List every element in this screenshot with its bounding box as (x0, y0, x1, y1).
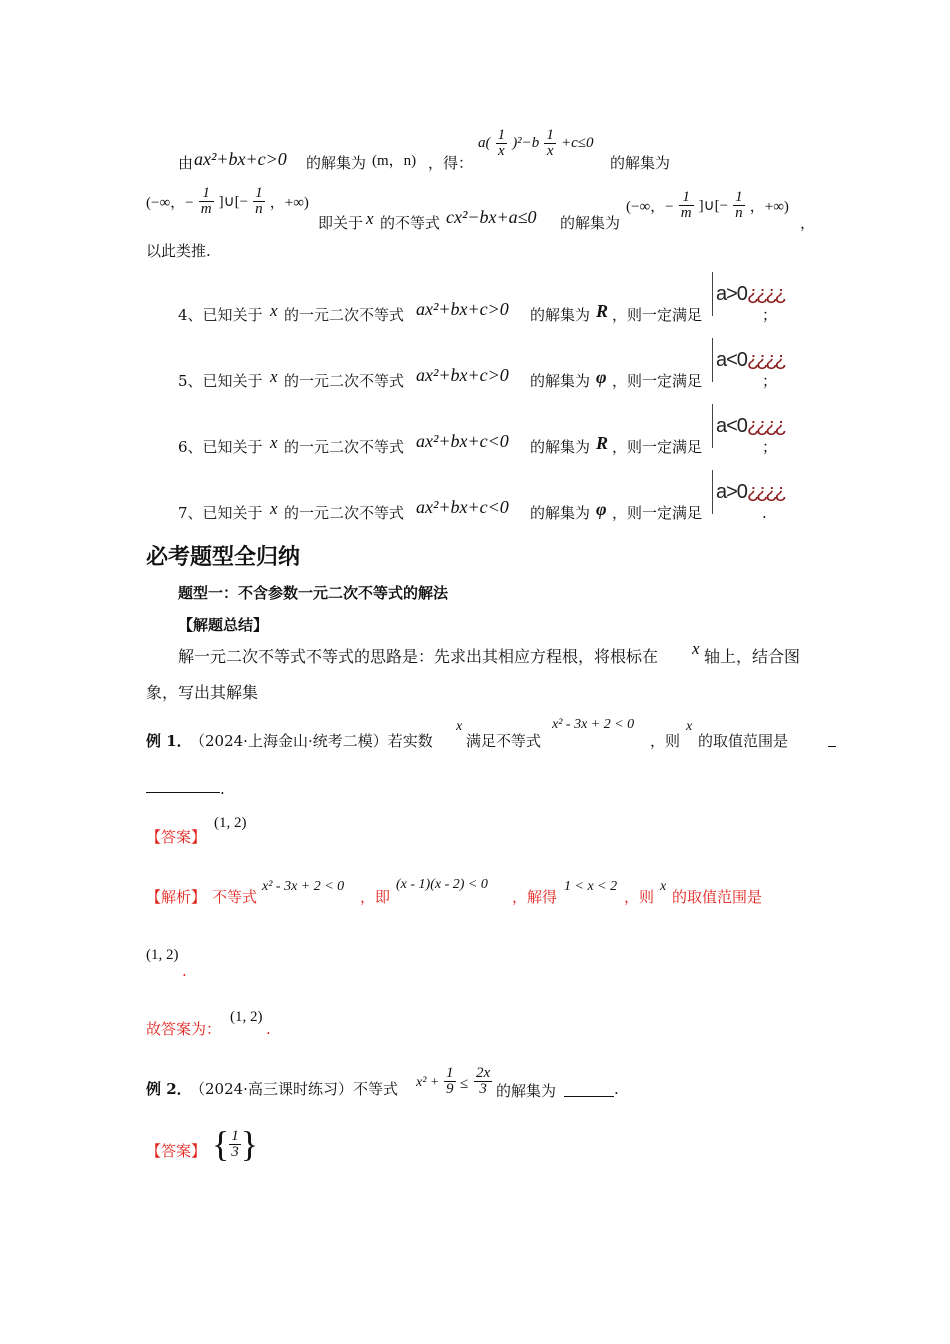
answer-label-2: 【答案】 (146, 1142, 207, 1160)
rule-end: ； (762, 306, 778, 324)
rule-end: . (762, 504, 767, 522)
expr-part-c: +c≤0 (561, 135, 594, 151)
condition-artifacts: ¿¿¿¿ (746, 481, 784, 503)
rule-tail: ，则一定满足 (612, 372, 703, 390)
rule-variable: x (270, 433, 278, 452)
condition-glyph (712, 470, 784, 514)
rule-text: 的一元二次不等式 (284, 306, 405, 324)
intro-interval-2: (−∞，− $\frac{1}{m}$ ]∪[− $\frac{1}{n}$ ，+∞) (626, 189, 789, 221)
intro-suffix: 的解集为 (610, 154, 671, 172)
expr-part-a: a( (478, 135, 491, 151)
example-1-label: 例 1． (146, 732, 192, 750)
intro-interval-1: (−∞，− $\frac{1}{m}$ ]∪[− $\frac{1}{n}$ ，+∞) (146, 185, 309, 217)
rule-solution-set: φ (596, 499, 607, 519)
rule-inequality: ax²+bx+c>0 (416, 365, 509, 385)
fraction-1-over-n: $\frac{1}{n}$ (255, 185, 263, 217)
summary-label: 【解题总结】 (178, 616, 269, 634)
condition-glyph (712, 272, 784, 316)
analysis-label: 【解析】 (146, 888, 207, 906)
answer-set-2: { $\frac{1}{3}$ } (212, 1124, 259, 1164)
rule-mid: 的解集为 (530, 504, 591, 522)
rule-text: 的一元二次不等式 (284, 504, 405, 522)
intro-line-3: 以此类推. (146, 242, 211, 260)
condition-text: a>0 (716, 481, 747, 503)
answer-label: 【答案】 (146, 828, 207, 846)
rule-end: ； (762, 438, 778, 456)
answer-value: (1, 2) (214, 815, 247, 831)
rule-variable: x (270, 499, 278, 518)
rule-mid: 的解集为 (530, 306, 591, 324)
rule-number: 5、已知关于 (178, 372, 263, 390)
rule-variable: x (270, 301, 278, 320)
rule-number: 7、已知关于 (178, 504, 263, 522)
rule-tail: ，则一定满足 (612, 438, 703, 456)
condition-text: a<0 (716, 349, 747, 371)
rule-tail: ，则一定满足 (612, 306, 703, 324)
fraction-1-over-3: $\frac{1}{3}$ (231, 1127, 239, 1160)
rule-text: 的一元二次不等式 (284, 438, 405, 456)
rule-tail: ，则一定满足 (612, 504, 703, 522)
condition-glyph (712, 404, 784, 448)
section-title: 必考题型全归纳 (146, 545, 301, 570)
rule-solution-set: φ (596, 367, 607, 387)
fraction-2x-over-3: $\frac{2x}{3}$ (476, 1065, 491, 1097)
expr-part-b: )²−b (512, 135, 540, 151)
rule-mid: 的解集为 (530, 438, 591, 456)
rule-solution-set: R (596, 433, 609, 453)
rule-inequality: ax²+bx+c<0 (416, 431, 509, 451)
example-2-label: 例 2． (146, 1080, 192, 1098)
answer-blank-2 (564, 1096, 614, 1097)
condition-text: a<0 (716, 415, 747, 437)
condition-artifacts: ¿¿¿¿ (746, 283, 784, 305)
rule-end: ； (762, 372, 778, 390)
rule-inequality: ax²+bx+c>0 (416, 299, 509, 319)
rule-mid: 的解集为 (530, 372, 591, 390)
intro-mid: 的解集为 (306, 154, 367, 172)
answer-blank (146, 792, 220, 793)
rule-text: 的一元二次不等式 (284, 372, 405, 390)
rule-solution-set: R (596, 301, 609, 321)
condition-artifacts: ¿¿¿¿ (746, 415, 784, 437)
rule-number: 6、已知关于 (178, 438, 263, 456)
rule-inequality: ax²+bx+c<0 (416, 497, 509, 517)
fraction-1-over-9: $\frac{1}{9}$ (446, 1065, 454, 1097)
intro-inequality-2: cx²−bx+a≤0 (446, 207, 537, 227)
rule-number: 4、已知关于 (178, 306, 263, 324)
intro-prefix: 由 (178, 154, 194, 172)
fraction-1-over-x: $\frac{1}{x}$ (497, 127, 506, 159)
type1-title: 题型一：不含参数一元二次不等式的解法 (178, 584, 449, 602)
rule-variable: x (270, 367, 278, 386)
intro-get: ，得： (428, 154, 474, 172)
intro-expression (478, 128, 594, 159)
answer-blank-start (828, 746, 836, 747)
fraction-1-over-m: $\frac{1}{m}$ (200, 185, 212, 217)
condition-glyph (712, 338, 784, 382)
intro-inequality: ax²+bx+c>0 (194, 149, 287, 169)
example-1-inequality: x² - 3x + 2 < 0 (552, 717, 635, 732)
condition-text: a>0 (716, 283, 747, 305)
condition-artifacts: ¿¿¿¿ (746, 349, 784, 371)
fraction-1-over-x-2: $\frac{1}{x}$ (546, 127, 554, 159)
intro-interval: (m，n) (372, 153, 417, 169)
